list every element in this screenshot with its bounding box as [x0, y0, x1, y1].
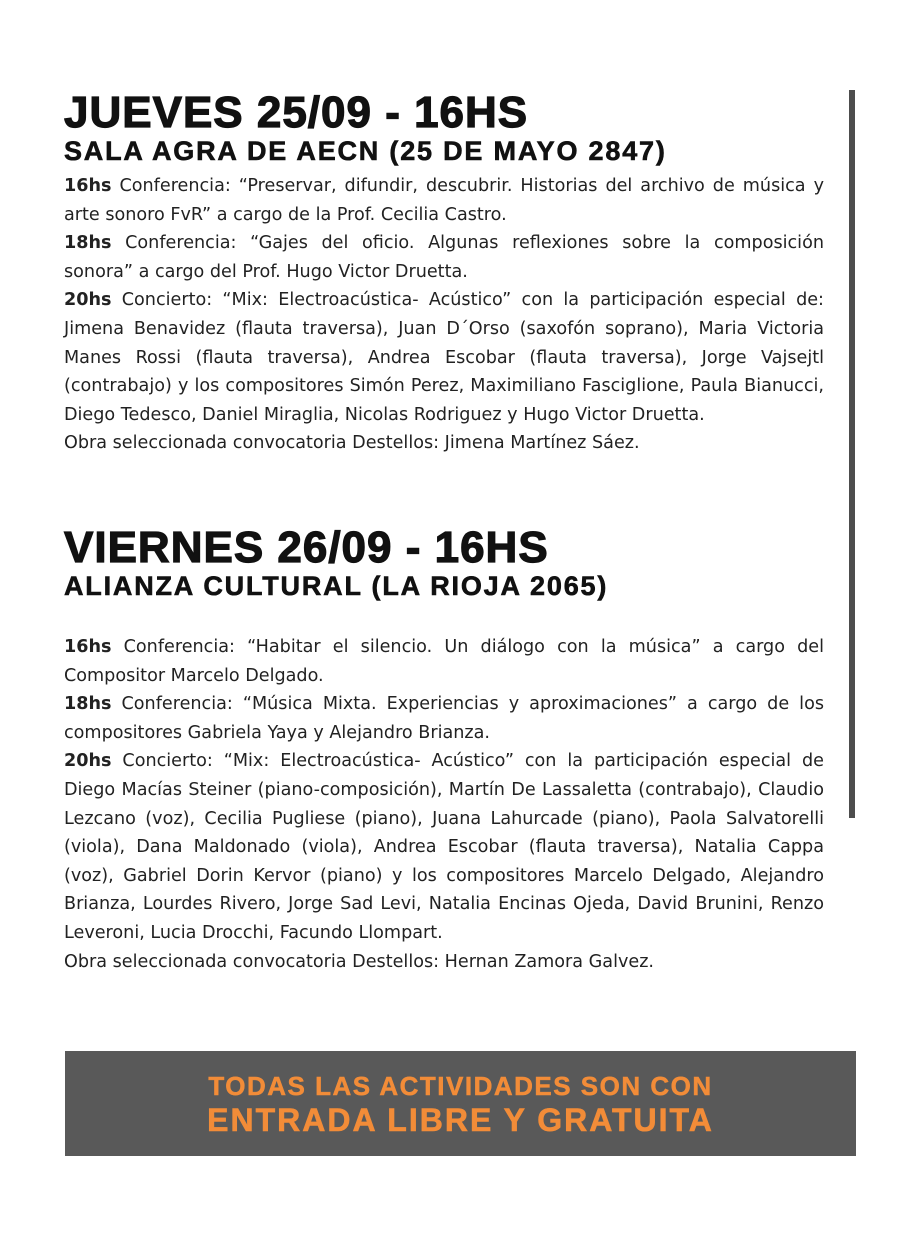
event-description: Conferencia: “Preservar, difundir, descubrir. Historias del archivo de música y arte sonoro FvR” a cargo de la Prof. Cecilia Castro.	[64, 176, 824, 225]
day2-title: VIERNES 26/09 - 16HS	[64, 523, 549, 572]
day1-section	[64, 90, 824, 458]
event-time: 20hs	[64, 751, 112, 772]
day1-selected-work: Obra seleccionada convocatoria Destellos: Jimena Martínez Sáez.	[64, 433, 640, 454]
day2-venue: ALIANZA CULTURAL (LA RIOJA 2065)	[64, 571, 609, 601]
day2-event-16	[64, 633, 824, 690]
free-entry-banner	[65, 1051, 856, 1156]
event-description: Conferencia: “Habitar el silencio. Un diálogo con la música” a cargo del Compositor Marcelo Delgado.	[64, 637, 824, 686]
day2-selected-work: Obra seleccionada convocatoria Destellos: Hernan Zamora Galvez.	[64, 951, 655, 972]
banner-line-1: TODAS LAS ACTIVIDADES SON CON	[208, 1071, 713, 1101]
event-description: Conferencia: “Música Mixta. Experiencias y aproximaciones” a cargo de los compositores Gabriela Yaya y Alejandro Brianza.	[64, 694, 824, 743]
day1-event-20	[64, 286, 824, 429]
day2-event-18	[64, 690, 824, 747]
day2-section	[64, 525, 824, 976]
event-time: 18hs	[64, 233, 112, 254]
event-time: 20hs	[64, 290, 112, 311]
event-time: 16hs	[64, 637, 112, 657]
event-description: Concierto: “Mix: Electroacústica- Acústico” con la participación especial de: Jimena Benavidez (flauta traversa), Juan D´Orso (saxofón soprano), Maria Victoria Manes Rossi (flauta traversa), Andrea Escobar (flauta traversa), Jorge Vajsejtl (contrabajo) y los compositores Simón Perez, Maximiliano Fasciglione, Paula Bianucci, Diego Tedesco, Daniel Miraglia, Nicolas Rodriguez y Hugo Victor Druetta.	[64, 290, 824, 425]
banner-line-2: ENTRADA LIBRE Y GRATUITA	[207, 1102, 714, 1138]
event-time: 18hs	[64, 694, 112, 715]
day1-event-16	[64, 172, 824, 229]
event-description: Concierto: “Mix: Electroacústica- Acústico” con la participación especial de Diego Macías Steiner (piano-composición), Martín De Lassaletta (contrabajo), Claudio Lezcano (voz), Cecilia Pugliese (piano), Juana Lahurcade (piano), Paola Salvatorelli (viola), Dana Maldonado (viola), Andrea Escobar (flauta traversa), Natalia Cappa (voz), Gabriel Dorin Kervor (piano) y los compositores Marcelo Delgado, Alejandro Brianza, Lourdes Rivero, Jorge Sad Levi, Natalia Encinas Ojeda, David Brunini, Renzo Leveroni, Lucia Drocchi, Facundo Llompart.	[64, 751, 824, 943]
event-time: 16hs	[64, 176, 112, 196]
day2-event-20	[64, 747, 824, 947]
day1-venue: SALA AGRA DE AECN (25 DE MAYO 2847)	[64, 136, 667, 166]
side-decorative-bar	[849, 90, 855, 818]
event-description: Conferencia: “Gajes del oficio. Algunas reflexiones sobre la composición sonora” a cargo del Prof. Hugo Victor Druetta.	[64, 233, 824, 282]
day1-event-18	[64, 229, 824, 286]
day1-title: JUEVES 25/09 - 16HS	[64, 88, 529, 137]
